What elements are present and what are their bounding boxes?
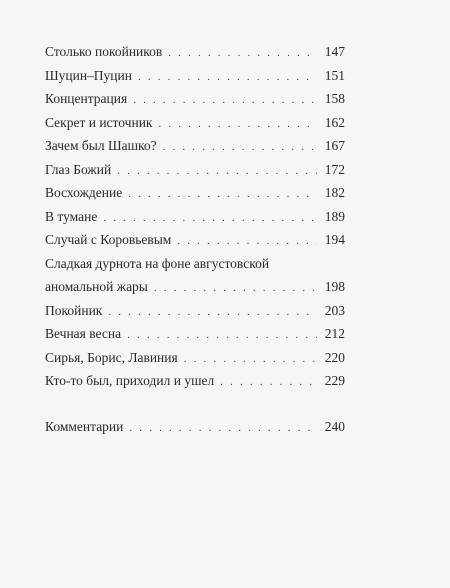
dot-leader bbox=[154, 277, 317, 301]
toc-entry bbox=[45, 275, 345, 299]
dot-leader bbox=[117, 160, 317, 184]
toc-entry-page: 198 bbox=[324, 279, 345, 294]
toc-entry-title: Восхождение bbox=[45, 185, 123, 200]
toc-entry-title: Покойник bbox=[45, 302, 103, 318]
toc-entry bbox=[45, 322, 345, 346]
toc-entry bbox=[45, 299, 345, 323]
toc-entry-title: Вечная весна bbox=[45, 326, 122, 341]
dot-leader bbox=[138, 66, 317, 90]
dot-leader bbox=[168, 42, 317, 66]
toc-entry-page: 240 bbox=[324, 418, 345, 434]
toc-entry-title: В тумане bbox=[45, 208, 98, 224]
toc-entry bbox=[45, 346, 345, 370]
toc-entry bbox=[45, 205, 345, 229]
dot-leader bbox=[163, 136, 317, 160]
toc-entry-title: Глаз Божий bbox=[45, 161, 112, 177]
dot-leader bbox=[184, 348, 317, 372]
toc-entry-page: 162 bbox=[324, 114, 345, 130]
toc-entry-title: Концентрация bbox=[45, 91, 128, 106]
section-spacer bbox=[45, 393, 345, 415]
toc-entry-title: Сладкая дурнота на фоне августовской bbox=[45, 255, 270, 271]
toc-entry bbox=[45, 64, 345, 88]
toc-entry-title: Секрет и источник bbox=[45, 114, 153, 130]
toc-entry-title: Кто-то был, приходил и ушел bbox=[45, 373, 215, 388]
toc-entry-title: Сирья, Борис, Лавиния bbox=[45, 349, 178, 365]
toc-entry-title: Случай с Коровьевым bbox=[45, 232, 172, 247]
dot-leader bbox=[220, 371, 317, 395]
toc-entry-first-line bbox=[45, 252, 345, 276]
toc-entry bbox=[45, 134, 345, 158]
dot-leader bbox=[133, 89, 317, 113]
toc-entry-title: Шуцин–Пуцин bbox=[45, 67, 132, 83]
toc-entry-page: 220 bbox=[324, 349, 345, 365]
toc-entry bbox=[45, 369, 345, 393]
dot-leader bbox=[158, 113, 317, 137]
dot-leader bbox=[127, 324, 317, 348]
toc-entry-title: Комментарии bbox=[45, 418, 124, 434]
toc-entry-page: 167 bbox=[324, 138, 345, 153]
toc-entry-page: 172 bbox=[324, 161, 345, 177]
toc-entry-page: 203 bbox=[324, 302, 345, 318]
dot-leader bbox=[129, 417, 317, 441]
dot-leader bbox=[177, 230, 317, 254]
toc-entry-page: 158 bbox=[324, 91, 345, 106]
dot-leader bbox=[108, 301, 317, 325]
toc-entry-page: 147 bbox=[324, 44, 345, 59]
table-of-contents bbox=[45, 40, 345, 438]
toc-entry bbox=[45, 87, 345, 111]
toc-entry-title: Столько покойников bbox=[45, 44, 163, 59]
toc-entry bbox=[45, 228, 345, 252]
toc-appendix-entry bbox=[45, 415, 345, 439]
toc-entry bbox=[45, 40, 345, 64]
toc-entry bbox=[45, 181, 345, 205]
dot-leader bbox=[103, 207, 317, 231]
toc-entry-page: 212 bbox=[324, 326, 345, 341]
toc-entry bbox=[45, 158, 345, 182]
toc-entry-title: Зачем был Шашко? bbox=[45, 138, 157, 153]
toc-entry-page: 182 bbox=[324, 185, 345, 200]
toc-entry-title: аномальной жары bbox=[45, 279, 148, 294]
toc-entry-page: 194 bbox=[324, 232, 345, 247]
toc-entry-page: 151 bbox=[324, 67, 345, 83]
toc-entry bbox=[45, 111, 345, 135]
toc-entry-page: 229 bbox=[324, 373, 345, 388]
toc-entry-page: 189 bbox=[324, 208, 345, 224]
dot-leader bbox=[128, 183, 317, 207]
